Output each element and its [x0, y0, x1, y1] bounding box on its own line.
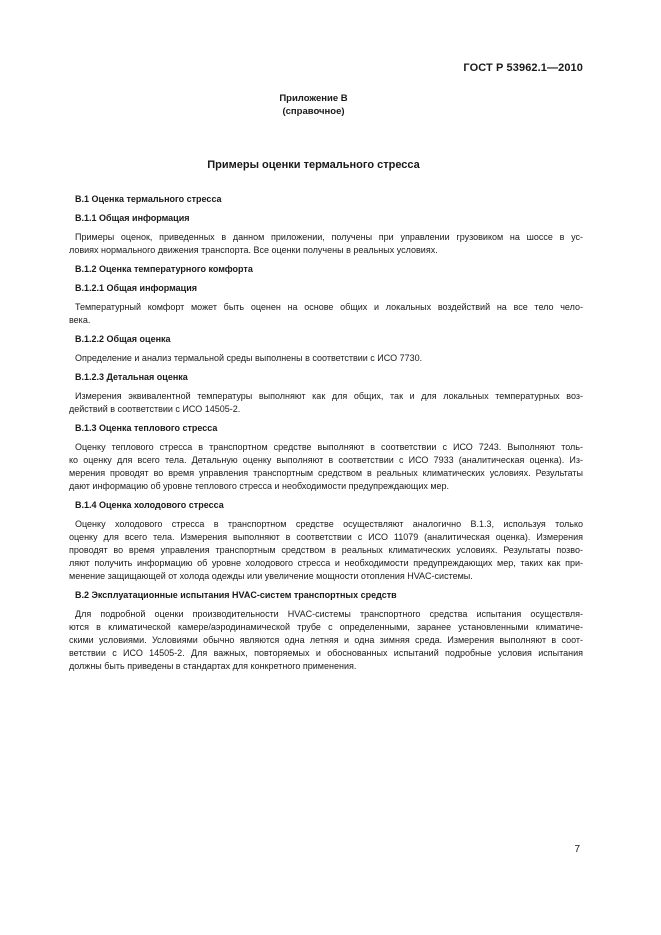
section-paragraph — [69, 441, 583, 493]
document-number: ГОСТ Р 53962.1—2010 — [463, 62, 583, 74]
section-paragraph — [69, 518, 583, 583]
paragraph-line: ются в климатической камере/аэродинамической трубе с определенными, заранее установленными климатиче- — [69, 622, 583, 632]
paragraph-line: века. — [69, 315, 91, 325]
paragraph-line: Оценку теплового стресса в транспортном средстве выполняют в соответствии с ИСО 7243. Выполняют толь- — [75, 442, 583, 452]
section-paragraph — [69, 231, 583, 257]
paragraph-line: Для подробной оценки производительности HVAC-системы транспортного средства испытания осуществля- — [75, 609, 583, 619]
document-title: Примеры оценки термального стресса — [207, 159, 420, 171]
section-paragraph — [69, 608, 583, 673]
section-heading: В.1.2 Оценка температурного комфорта — [75, 264, 253, 274]
section-heading: В.2 Эксплуатационные испытания HVAC-систем транспортных средств — [75, 590, 397, 600]
paragraph-line: менение защищающей от холода одежды или увеличение мощности отопления HVAC-системы. — [69, 571, 473, 581]
section-heading: В.1.2.1 Общая информация — [75, 283, 198, 293]
paragraph-line: мерения проводят во время управления транспортным средством в реальных климатических условиях. Результаты — [69, 468, 583, 478]
section-heading: В.1.3 Оценка теплового стресса — [75, 423, 218, 433]
section-heading: В.1 Оценка термального стресса — [75, 194, 222, 204]
document-body — [69, 193, 583, 679]
paragraph-line: Примеры оценок, приведенных в данном приложении, получены при управлении грузовиком на шоссе в ус- — [75, 232, 583, 242]
paragraph-line: Определение и анализ термальной среды выполнены в соответствии с ИСО 7730. — [75, 353, 423, 363]
paragraph-line: Оценку холодового стресса в транспортном средстве осуществляют аналогично В.1.3, используя только — [75, 519, 583, 529]
paragraph-line: должны быть приведены в стандартах для конкретного применения. — [69, 661, 357, 671]
appendix-label: Приложение В — [279, 93, 348, 104]
section-paragraph — [69, 352, 583, 365]
section-heading: В.1.1 Общая информация — [75, 213, 190, 223]
section-paragraph — [69, 390, 583, 416]
section-heading: В.1.2.3 Детальная оценка — [75, 372, 188, 382]
paragraph-line: ловиях нормального движения транспорта. Все оценки получены в реальных условиях. — [69, 245, 438, 255]
paragraph-line: оценку для всего тела. Измерения выполняют в соответствии с ИСО 11079 (аналитическая оценка). Измерения — [69, 532, 583, 542]
page-number: 7 — [574, 844, 580, 855]
paragraph-line: дают информацию об уровне теплового стресса и необходимости предупреждающих мер. — [69, 481, 450, 491]
section-heading: В.1.2.2 Общая оценка — [75, 334, 171, 344]
section-heading: В.1.4 Оценка холодового стресса — [75, 500, 224, 510]
section-paragraph — [69, 301, 583, 327]
paragraph-line: действий в соответствии с ИСО 14505-2. — [69, 404, 241, 414]
paragraph-line: проводят во время управления транспортным средством в реальных климатических условиях. Результаты позво- — [69, 545, 583, 555]
paragraph-line: скими условиями. Условиями обычно являются одна летняя и одна зимняя среда. Измерения выполняют в соот- — [69, 635, 583, 645]
paragraph-line: ляют получить информацию об уровне холодового стресса и необходимости предупреждающих мер, таких как при- — [69, 558, 583, 568]
paragraph-line: ко оценку для всего тела. Детальную оценку выполняют в соответствии с ИСО 7933 (аналитическая оценка). Из- — [69, 455, 583, 465]
paragraph-line: Температурный комфорт может быть оценен на основе общих и локальных воздействий на все тело чело- — [75, 302, 583, 312]
paragraph-line: Измерения эквивалентной температуры выполняют как для общих, так и для локальных температурных воз- — [75, 391, 583, 401]
appendix-type: (справочное) — [282, 106, 345, 117]
paragraph-line: ветствии с ИСО 14505-2. Для важных, повторяемых и обоснованных испытаний подробные условия испытания — [69, 648, 583, 658]
